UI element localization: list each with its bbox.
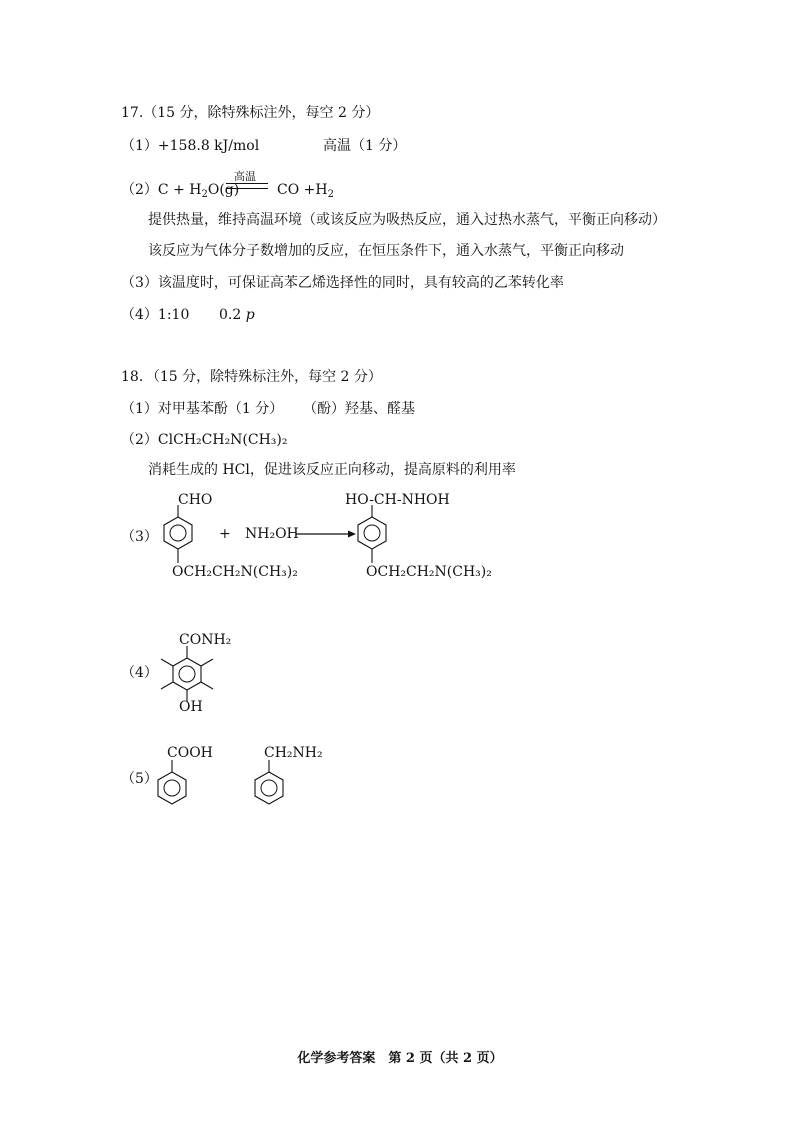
q17-part2-equation (121, 181, 239, 199)
q17-header: 17.（15 分，除特殊标注外，每空 2 分） (121, 105, 380, 121)
q18-p4-bottom-label: OH (179, 699, 203, 715)
q17-part4-ratio: 1:10 (157, 307, 190, 323)
q18-part1-groups: （酚）羟基、醛基 (303, 401, 415, 417)
q18-part2 (121, 431, 288, 449)
q17-part2-number: （2） (121, 182, 158, 198)
q17-eq-sub2: 2 (327, 189, 334, 200)
q17-part1-condition: 高温（1 分） (323, 138, 407, 154)
q17-eq-condition: 高温 (234, 170, 256, 183)
q17-eq-left: C + H (157, 182, 202, 198)
q18-p5-mol2-benzene-icon (249, 760, 289, 808)
q18-p5-mol1-benzene-icon (152, 760, 192, 808)
q17-part4-value (219, 306, 255, 324)
q18-part5-number: （5） (121, 771, 158, 787)
q17-part3: （3）该温度时，可保证高苯乙烯选择性的同时，具有较高的乙苯转化率 (121, 275, 564, 291)
q18-p3-plus: + (219, 526, 231, 542)
q17-part2-line2: 提供热量，维持高温环境（或该反应为吸热反应，通入过热水蒸气，平衡正向移动） (148, 212, 666, 228)
q18-p3-reaction-arrow-icon (296, 529, 356, 539)
q17-eq-sub1: 2 (201, 189, 208, 200)
q18-p3-reactant-bottom-label: OCH₂CH₂N(CH₃)₂ (172, 564, 298, 580)
q17-part4-variable: p (245, 307, 255, 323)
q18-p3-product-top-label: HO-CH-NHOH (345, 492, 450, 508)
q18-part2-formula: ClCH₂CH₂N(CH₃)₂ (157, 432, 288, 448)
q18-p3-product-bottom-label: OCH₂CH₂N(CH₃)₂ (366, 564, 492, 580)
q17-part4 (121, 306, 189, 324)
q17-part2-line3: 该反应为气体分子数增加的反应，在恒压条件下，通入水蒸气，平衡正向移动 (148, 243, 624, 259)
page-footer: 化学参考答案 第 2 页（共 2 页） (297, 1051, 503, 1066)
q18-part2-number: （2） (121, 432, 158, 448)
q17-part1 (121, 137, 259, 155)
q17-part4-number: （4） (121, 307, 158, 323)
q17-eq-products: CO +H (277, 182, 328, 198)
q17-eq-mid: O(g) (207, 182, 240, 198)
q17-eq-double-arrow (226, 183, 268, 189)
q18-part4-number: （4） (121, 665, 158, 681)
q18-p4-top-label: CONH₂ (179, 632, 232, 648)
q18-p5-mol1-top-label: COOH (167, 745, 213, 761)
q18-p3-reagent: NH₂OH (245, 526, 299, 542)
q18-part1: （1）对甲基苯酚（1 分） (121, 401, 284, 417)
q17-part1-enthalpy: +158.8 kJ/mol (157, 138, 260, 154)
q17-part1-number: （1） (121, 138, 158, 154)
q18-p3-reactant-top-label: CHO (178, 492, 213, 508)
q18-part2-line2: 消耗生成的 HCl，促进该反应正向移动，提高原料的利用率 (148, 462, 516, 478)
q18-p4-substituted-benzene-icon (156, 646, 218, 704)
q18-p3-product-benzene-icon (352, 505, 392, 569)
q17-part4-coefficient: 0.2 (219, 307, 242, 323)
q18-p5-mol2-top-label: CH₂NH₂ (264, 745, 323, 761)
q18-p3-reactant-benzene-icon (158, 505, 198, 569)
q18-part3-number: （3） (121, 529, 158, 545)
q17-eq-right (277, 181, 334, 199)
q18-header: 18．（15 分，除特殊标注外，每空 2 分） (121, 369, 382, 385)
